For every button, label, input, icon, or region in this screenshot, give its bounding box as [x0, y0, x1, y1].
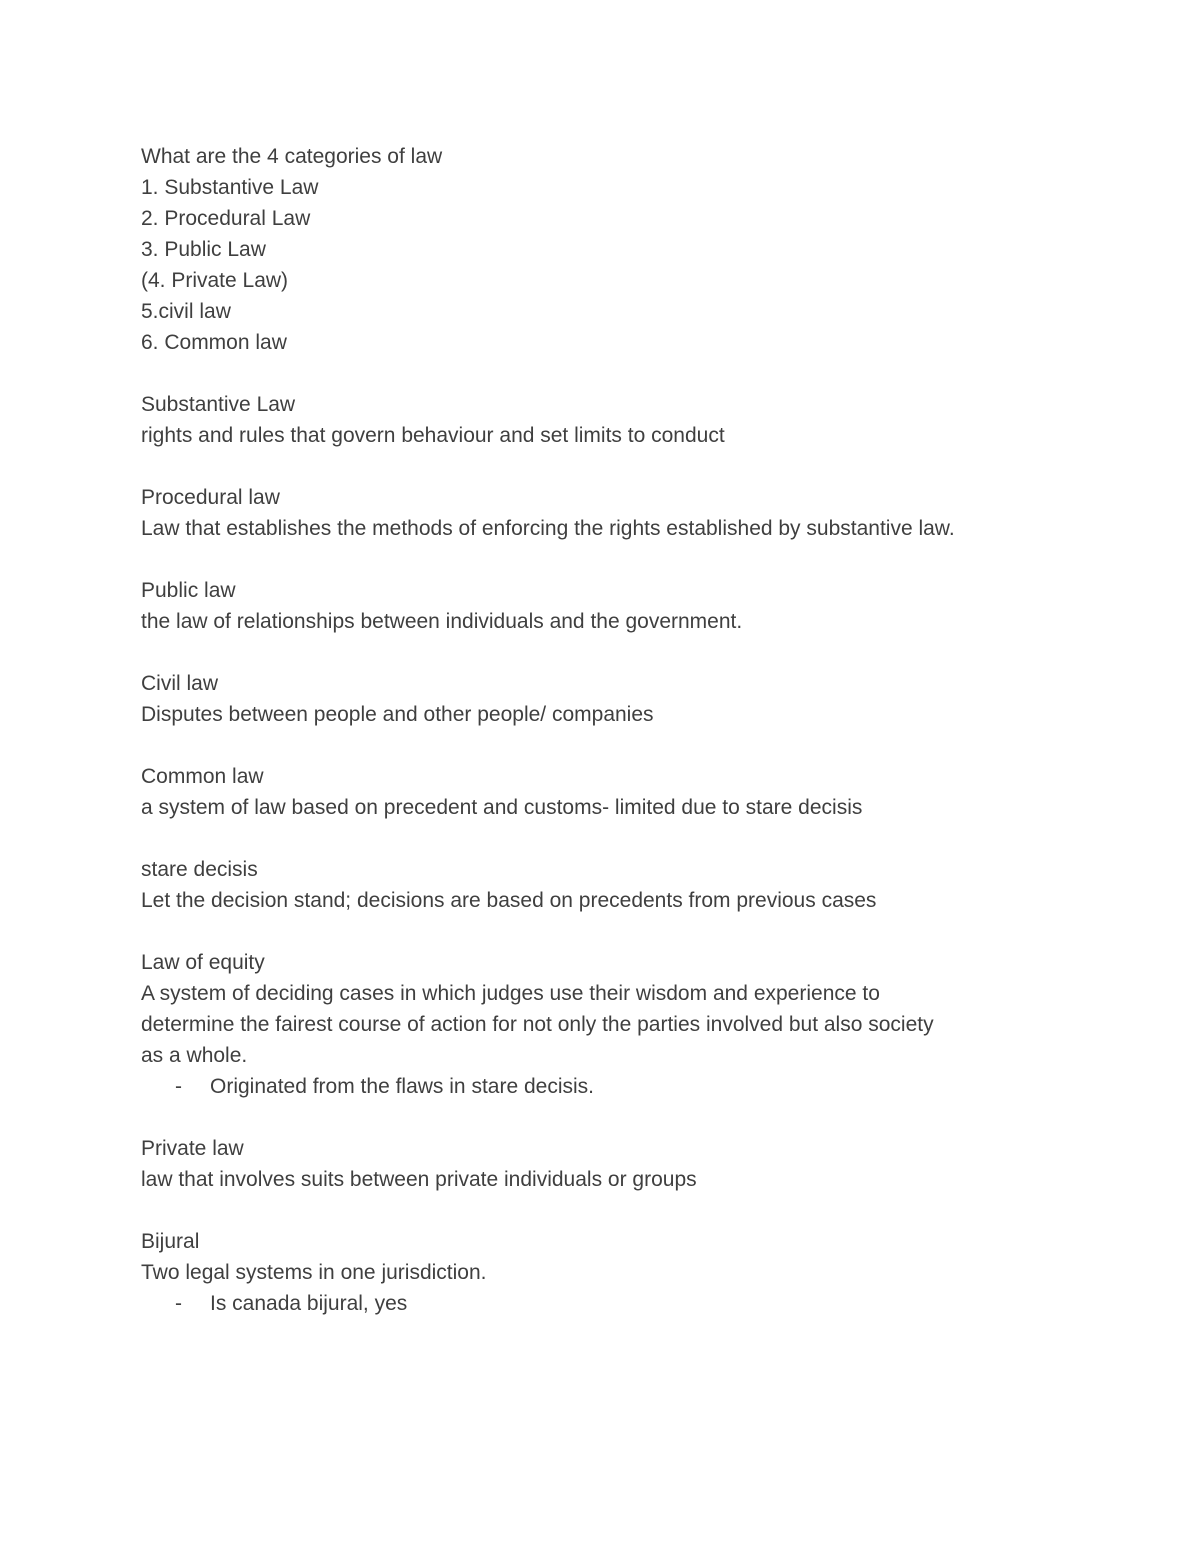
blank-line	[141, 823, 1071, 854]
document-page	[141, 141, 1071, 1319]
bullet-item	[141, 1071, 1071, 1102]
section-heading: Bijural	[141, 1230, 200, 1253]
section-definition: Let the decision stand; decisions are based on precedents from previous cases	[141, 889, 877, 912]
section-heading: stare decisis	[141, 858, 258, 881]
section-procedural-law	[141, 482, 1071, 544]
blank-line	[141, 1102, 1071, 1133]
bullet-text: Originated from the flaws in stare decisis.	[210, 1075, 594, 1098]
category-item: 6. Common law	[141, 331, 287, 354]
category-item: 2. Procedural Law	[141, 207, 311, 230]
section-public-law	[141, 575, 1071, 637]
section-private-law	[141, 1133, 1071, 1195]
blank-line	[141, 730, 1071, 761]
categories-block	[141, 141, 1071, 358]
section-heading: Substantive Law	[141, 393, 296, 416]
section-definition: determine the fairest course of action for not only the parties involved but also society	[141, 1013, 934, 1036]
section-heading: Private law	[141, 1137, 244, 1160]
category-item: (4. Private Law)	[141, 269, 289, 292]
section-civil-law	[141, 668, 1071, 730]
bullet-item	[141, 1288, 1071, 1319]
section-definition: as a whole.	[141, 1044, 248, 1067]
category-item: 5.civil law	[141, 300, 231, 323]
section-stare-decisis	[141, 854, 1071, 916]
section-bijural	[141, 1226, 1071, 1319]
blank-line	[141, 451, 1071, 482]
section-definition: Law that establishes the methods of enforcing the rights established by substantive law.	[141, 517, 955, 540]
section-definition: the law of relationships between individuals and the government.	[141, 610, 743, 633]
category-item: 1. Substantive Law	[141, 176, 319, 199]
blank-line	[141, 637, 1071, 668]
section-common-law	[141, 761, 1071, 823]
blank-line	[141, 544, 1071, 575]
bullet-marker: -	[175, 1075, 182, 1098]
section-heading: Law of equity	[141, 951, 265, 974]
categories-title: What are the 4 categories of law	[141, 145, 443, 168]
section-law-of-equity	[141, 947, 1071, 1102]
section-definition: a system of law based on precedent and customs- limited due to stare decisis	[141, 796, 863, 819]
category-item: 3. Public Law	[141, 238, 266, 261]
blank-line	[141, 916, 1071, 947]
section-heading: Procedural law	[141, 486, 280, 509]
section-definition: rights and rules that govern behaviour and set limits to conduct	[141, 424, 725, 447]
section-definition: A system of deciding cases in which judges use their wisdom and experience to	[141, 982, 880, 1005]
section-definition: law that involves suits between private individuals or groups	[141, 1168, 697, 1191]
section-definition: Two legal systems in one jurisdiction.	[141, 1261, 487, 1284]
section-heading: Common law	[141, 765, 264, 788]
section-heading: Civil law	[141, 672, 219, 695]
blank-line	[141, 1195, 1071, 1226]
blank-line	[141, 358, 1071, 389]
section-definition: Disputes between people and other people/ companies	[141, 703, 654, 726]
section-heading: Public law	[141, 579, 236, 602]
section-substantive-law	[141, 389, 1071, 451]
bullet-marker: -	[175, 1292, 182, 1315]
bullet-text: Is canada bijural, yes	[210, 1292, 408, 1315]
